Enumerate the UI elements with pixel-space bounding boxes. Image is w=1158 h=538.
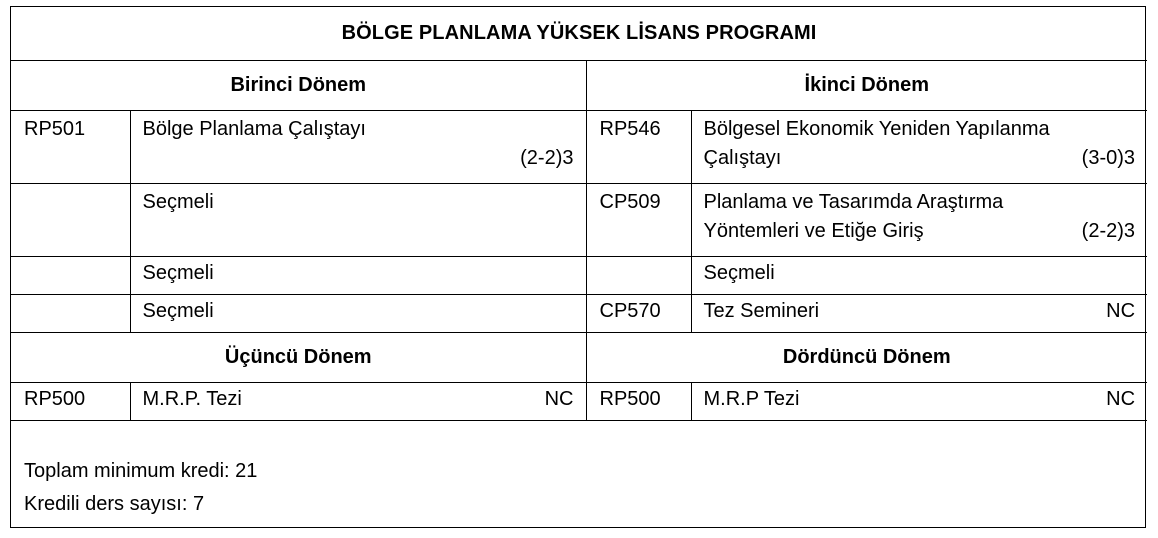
course-name: M.R.P. Tezi bbox=[142, 387, 242, 410]
semester-header-row-1 bbox=[11, 60, 1147, 110]
course-cell bbox=[691, 110, 1147, 183]
course-count: Kredili ders sayısı: 7 bbox=[24, 492, 205, 515]
table-row bbox=[11, 256, 1147, 294]
course-code: RP546 bbox=[586, 110, 691, 183]
table-row bbox=[11, 294, 1147, 332]
course-cell bbox=[130, 382, 586, 420]
course-code bbox=[11, 183, 130, 256]
course-code: RP501 bbox=[11, 110, 130, 183]
course-code bbox=[586, 256, 691, 294]
course-credit: (2-2)3 bbox=[1081, 219, 1136, 242]
semester-heading-third: Üçüncü Dönem bbox=[11, 332, 586, 382]
course-credit: (3-0)3 bbox=[1081, 146, 1136, 169]
course-name: Seçmeli bbox=[703, 261, 775, 284]
semester-heading-first: Birinci Dönem bbox=[11, 60, 586, 110]
course-name: Seçmeli bbox=[142, 261, 214, 284]
course-code: CP509 bbox=[586, 183, 691, 256]
course-cell bbox=[130, 110, 586, 183]
course-cell bbox=[691, 294, 1147, 332]
title-row bbox=[11, 7, 1147, 60]
table-row bbox=[11, 110, 1147, 183]
course-name-line-2 bbox=[704, 147, 1136, 170]
program-table bbox=[11, 7, 1147, 521]
table-row bbox=[11, 183, 1147, 256]
course-code: CP570 bbox=[586, 294, 691, 332]
course-name: M.R.P Tezi bbox=[703, 387, 800, 410]
course-cell bbox=[130, 256, 586, 294]
table-row bbox=[11, 382, 1147, 420]
course-credit: NC bbox=[1106, 387, 1136, 410]
total-credits: Toplam minimum kredi: 21 bbox=[24, 459, 258, 482]
course-name: Planlama ve Tasarımda Araştırma bbox=[703, 190, 1004, 213]
course-name: Seçmeli bbox=[142, 299, 214, 322]
semester-heading-second: İkinci Dönem bbox=[586, 60, 1147, 110]
footer-row bbox=[11, 420, 1147, 521]
course-credit: NC bbox=[544, 387, 574, 410]
program-title: BÖLGE PLANLAMA YÜKSEK LİSANS PROGRAMI bbox=[11, 7, 1147, 60]
course-cell bbox=[130, 294, 586, 332]
program-table-frame bbox=[10, 6, 1146, 528]
course-name: Bölgesel Ekonomik Yeniden Yapılanma bbox=[703, 117, 1050, 140]
course-name-line-2 bbox=[704, 220, 1136, 243]
course-code bbox=[11, 294, 130, 332]
course-code bbox=[11, 256, 130, 294]
footer-cell bbox=[11, 420, 1147, 521]
course-credit: (2-2)3 bbox=[520, 146, 574, 169]
course-cell bbox=[691, 183, 1147, 256]
course-name-continued: Çalıştayı bbox=[703, 146, 782, 169]
course-cell bbox=[130, 183, 586, 256]
semester-header-row-2 bbox=[11, 332, 1147, 382]
course-name: Tez Semineri bbox=[703, 299, 820, 322]
course-cell bbox=[691, 256, 1147, 294]
course-code: RP500 bbox=[586, 382, 691, 420]
course-code: RP500 bbox=[11, 382, 130, 420]
course-cell bbox=[691, 382, 1147, 420]
course-name: Seçmeli bbox=[142, 190, 214, 213]
semester-heading-fourth: Dördüncü Dönem bbox=[586, 332, 1147, 382]
course-name: Bölge Planlama Çalıştayı bbox=[142, 117, 366, 140]
course-name-continued: Yöntemleri ve Etiğe Giriş bbox=[703, 219, 924, 242]
course-credit: NC bbox=[1106, 299, 1136, 322]
